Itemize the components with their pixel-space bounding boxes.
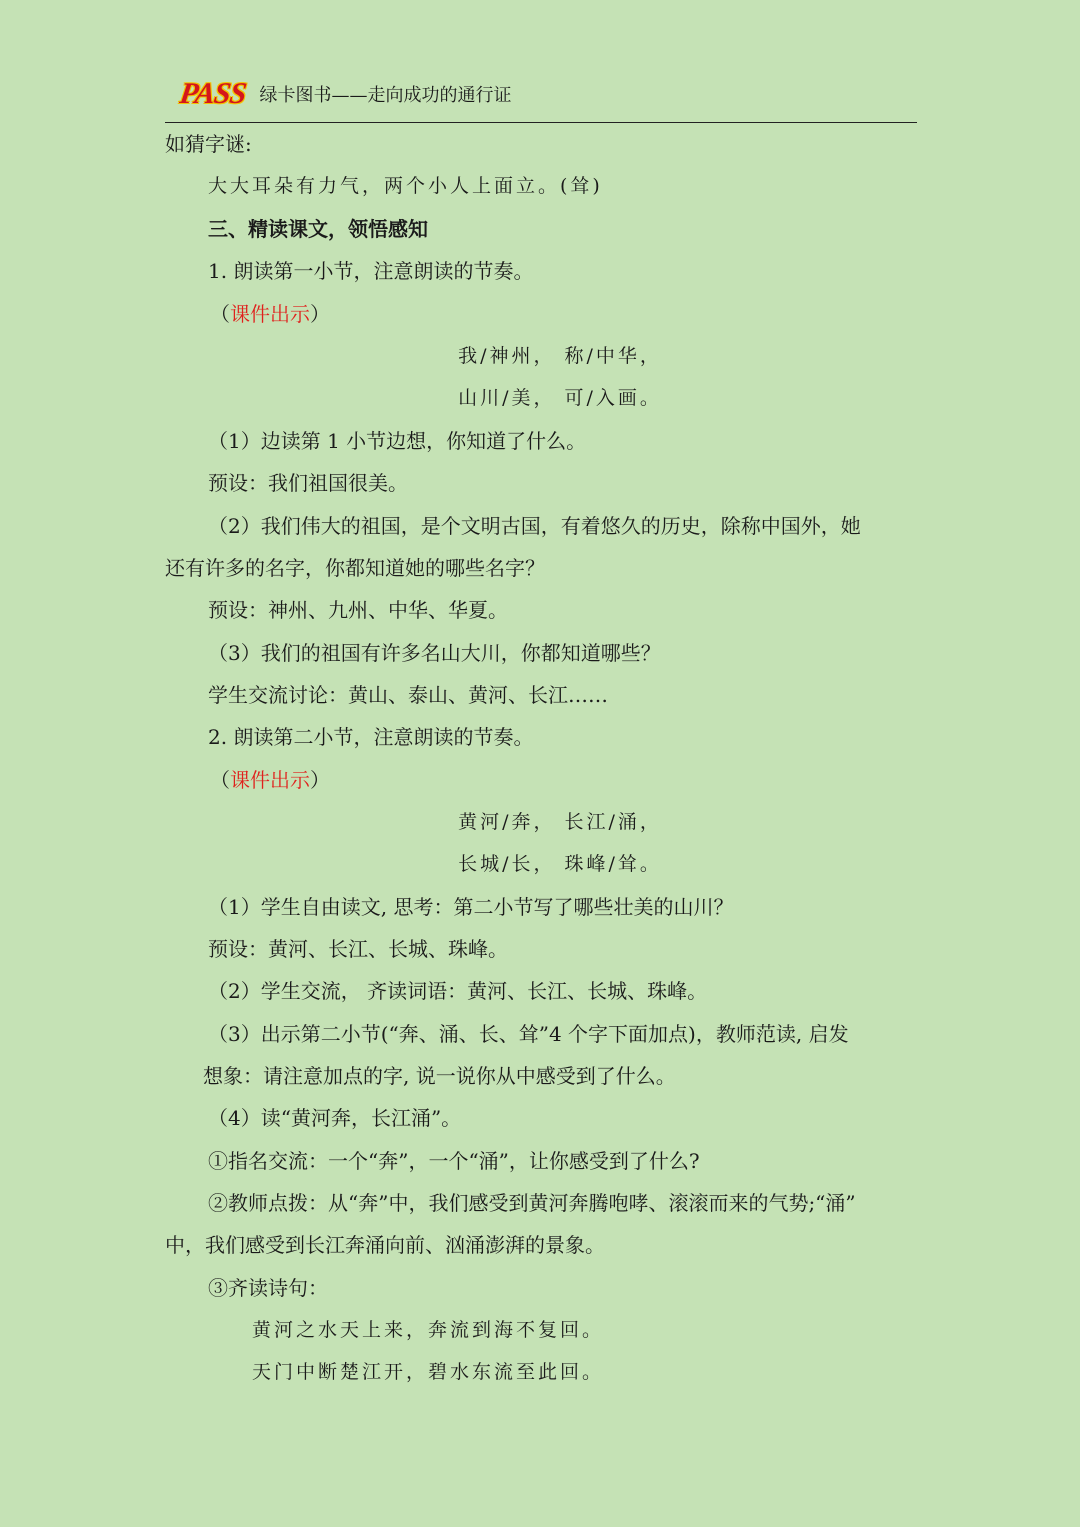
poem-line: 黄河/奔， 长江/涌， (458, 811, 662, 833)
poem-line: 我/神州， 称/中华， (458, 345, 662, 367)
paren-close: ） (310, 768, 330, 792)
text-line: 如猜字谜: (165, 132, 252, 156)
header-slogan: 绿卡图书——走向成功的通行证 (259, 85, 512, 106)
text-line: 预设：我们祖国很美。 (208, 471, 408, 495)
courseware-label (210, 766, 330, 794)
poem-line: 黄河之水天上来，奔流到海不复回。 (252, 1319, 605, 1341)
riddle-line: 大大耳朵有力气，两个小人上面立。(耸) (208, 175, 603, 197)
poem-line: 天门中断楚江开，碧水东流至此回。 (252, 1361, 605, 1383)
text-line: （2）学生交流， 齐读词语：黄河、长江、长城、珠峰。 (208, 979, 708, 1003)
paren-open: （ (210, 302, 230, 326)
poem-line: 长城/长， 珠峰/耸。 (458, 853, 662, 875)
courseware-text: 课件出示 (230, 302, 310, 326)
text-line: 学生交流讨论：黄山、泰山、黄河、长江…… (208, 683, 608, 707)
pass-logo: PASS (177, 77, 248, 110)
text-line: （3）我们的祖国有许多名山大川，你都知道哪些？ (208, 641, 661, 665)
text-line: 预设：神州、九州、中华、华夏。 (208, 598, 508, 622)
text-line: 中，我们感受到长江奔涌向前、汹涌澎湃的景象。 (165, 1233, 605, 1257)
section-heading: 三、精读课文，领悟感知 (208, 217, 428, 241)
text-line: 2. 朗读第二小节，注意朗读的节奏。 (208, 725, 534, 749)
text-line: （1）学生自由读文, 思考：第二小节写了哪些壮美的山川？ (208, 895, 734, 919)
paren-close: ） (310, 302, 330, 326)
text-line: （1）边读第 1 小节边想，你知道了什么。 (208, 429, 587, 453)
paren-open: （ (210, 768, 230, 792)
header-divider (165, 122, 917, 123)
text-line: （3）出示第二小节(“奔、涌、长、耸”4 个字下面加点)，教师范读, 启发 (208, 1022, 849, 1046)
text-line: 还有许多的名字，你都知道她的哪些名字？ (165, 556, 545, 580)
text-line: ③齐读诗句： (208, 1276, 328, 1300)
courseware-text: 课件出示 (230, 768, 310, 792)
text-line: （4）读“黄河奔，长江涌”。 (208, 1106, 462, 1130)
text-line: 想象：请注意加点的字, 说一说你从中感受到了什么。 (203, 1064, 676, 1088)
page-header (177, 74, 512, 114)
text-line: （2）我们伟大的祖国，是个文明古国，有着悠久的历史，除称中国外，她 (208, 514, 861, 538)
text-line: ①指名交流：一个“奔”，一个“涌”，让你感受到了什么? (208, 1149, 700, 1173)
text-line: 预设：黄河、长江、长城、珠峰。 (208, 937, 508, 961)
text-line: ②教师点拨：从“奔”中，我们感受到黄河奔腾咆哮、滚滚而来的气势;“涌” (208, 1191, 856, 1215)
text-line: 1. 朗读第一小节，注意朗读的节奏。 (208, 259, 534, 283)
poem-line: 山川/美， 可/入画。 (458, 387, 662, 409)
courseware-label (210, 300, 330, 328)
